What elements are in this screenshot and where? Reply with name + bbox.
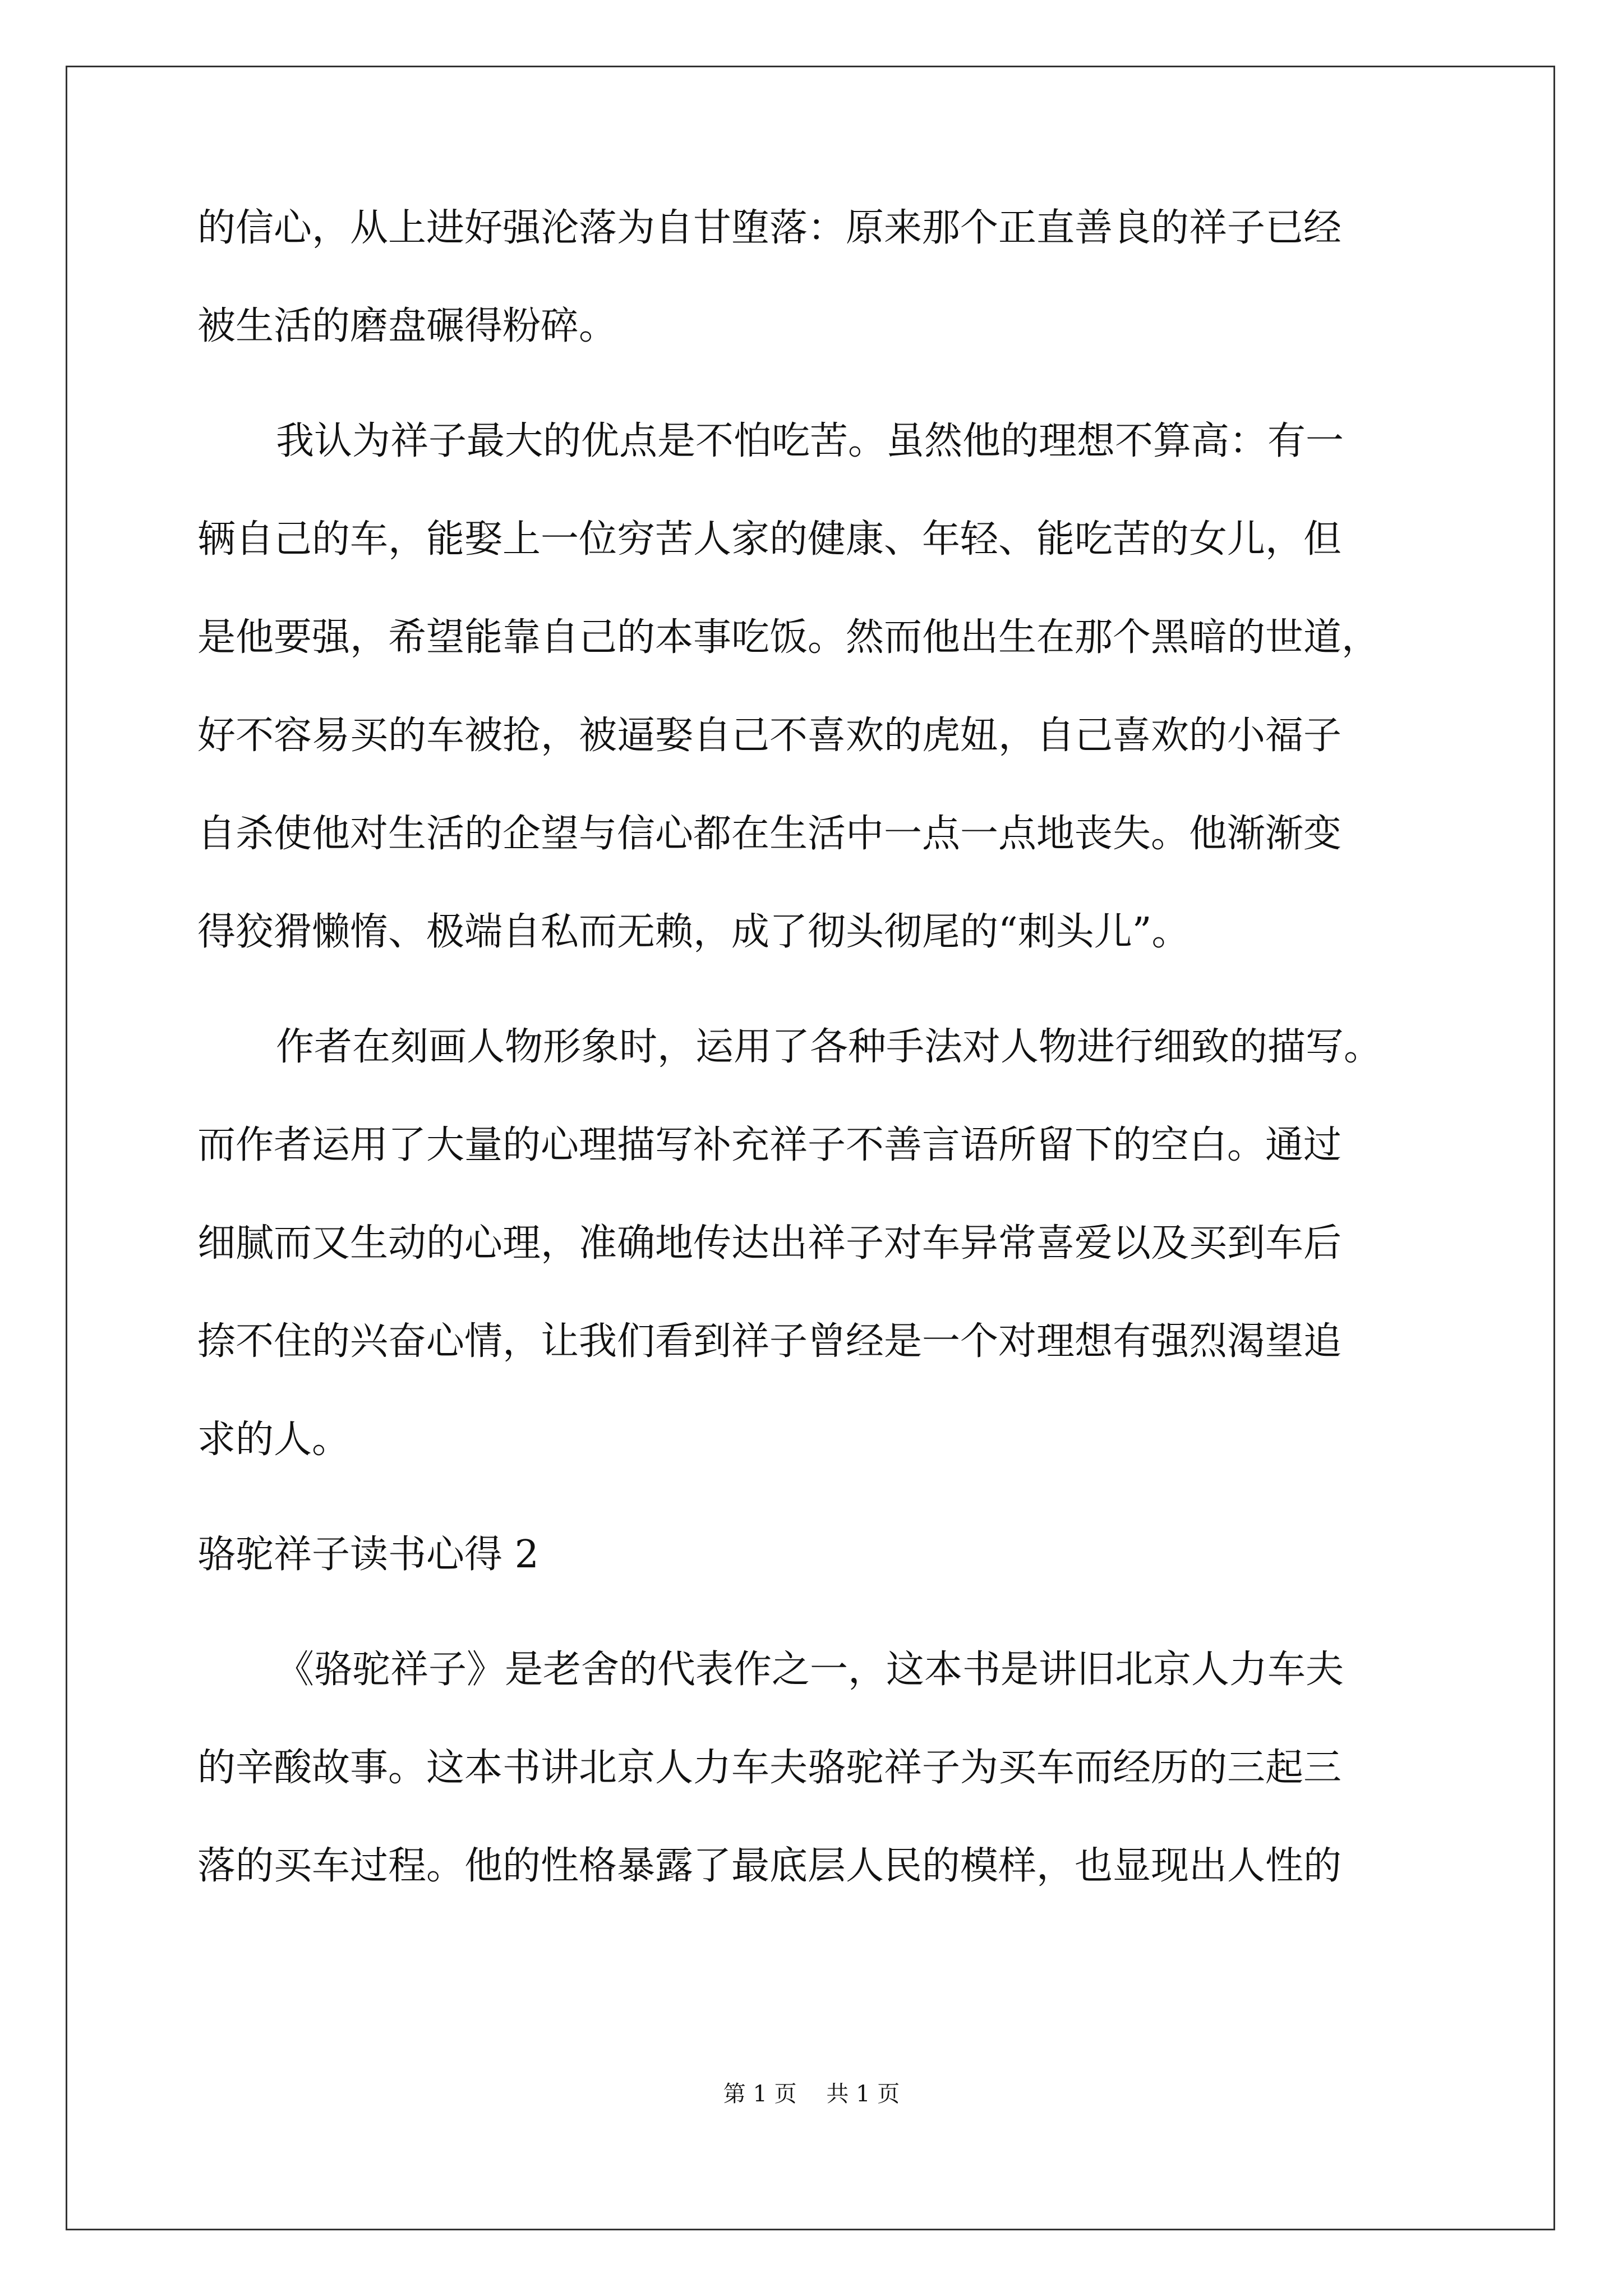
text-line: 的辛酸故事。这本书讲北京人力车夫骆驼祥子为买车而经历的三起三 (197, 1746, 1342, 1790)
text-line: 落的买车过程。他的性格暴露了最底层人民的模样，也显现出人性的 (197, 1844, 1342, 1888)
text-line: 而作者运用了大量的心理描写补充祥子不善言语所留下的空白。通过 (197, 1123, 1342, 1167)
page-footer (0, 2077, 1623, 2111)
paragraph-first-line: 我认为祥子最大的优点是不怕吃苦。虽然他的理想不算高：有一 (276, 419, 1344, 463)
text-line: 好不容易买的车被抢，被逼娶自己不喜欢的虎妞，自己喜欢的小福子 (197, 714, 1342, 758)
text-line: 求的人。 (197, 1418, 351, 1462)
text-line: 的信心，从上进好强沦落为自甘堕落：原来那个正直善良的祥子已经 (197, 206, 1342, 250)
text-line: 是他要强，希望能靠自己的本事吃饭。然而他出生在那个黑暗的世道， (197, 615, 1380, 660)
text-line: 自杀使他对生活的企望与信心都在生活中一点一点地丧失。他渐渐变 (197, 812, 1342, 856)
text-line: 被生活的磨盘碾得粉碎。 (197, 304, 617, 348)
text-line: 捺不住的兴奋心情，让我们看到祥子曾经是一个对理想有强烈渴望追 (197, 1319, 1342, 1364)
text-line: 得狡猾懒惰、极端自私而无赖，成了彻头彻尾的“刺头儿”。 (197, 910, 1190, 954)
paragraph-first-line: 作者在刻画人物形象时，运用了各种手法对人物进行细致的描写。 (276, 1025, 1382, 1069)
paragraph-first-line: 《骆驼祥子》是老舍的代表作之一，这本书是讲旧北京人力车夫 (276, 1648, 1344, 1692)
page-number: 第 1 页 (723, 2081, 797, 2107)
text-line: 辆自己的车，能娶上一位穷苦人家的健康、年轻、能吃苦的女儿，但 (197, 517, 1342, 562)
text-line: 细腻而又生动的心理，准确地传达出祥子对车异常喜爱以及买到车后 (197, 1221, 1342, 1266)
section-heading: 骆驼祥子读书心得 2 (197, 1533, 539, 1577)
page-total: 共 1 页 (826, 2081, 900, 2107)
